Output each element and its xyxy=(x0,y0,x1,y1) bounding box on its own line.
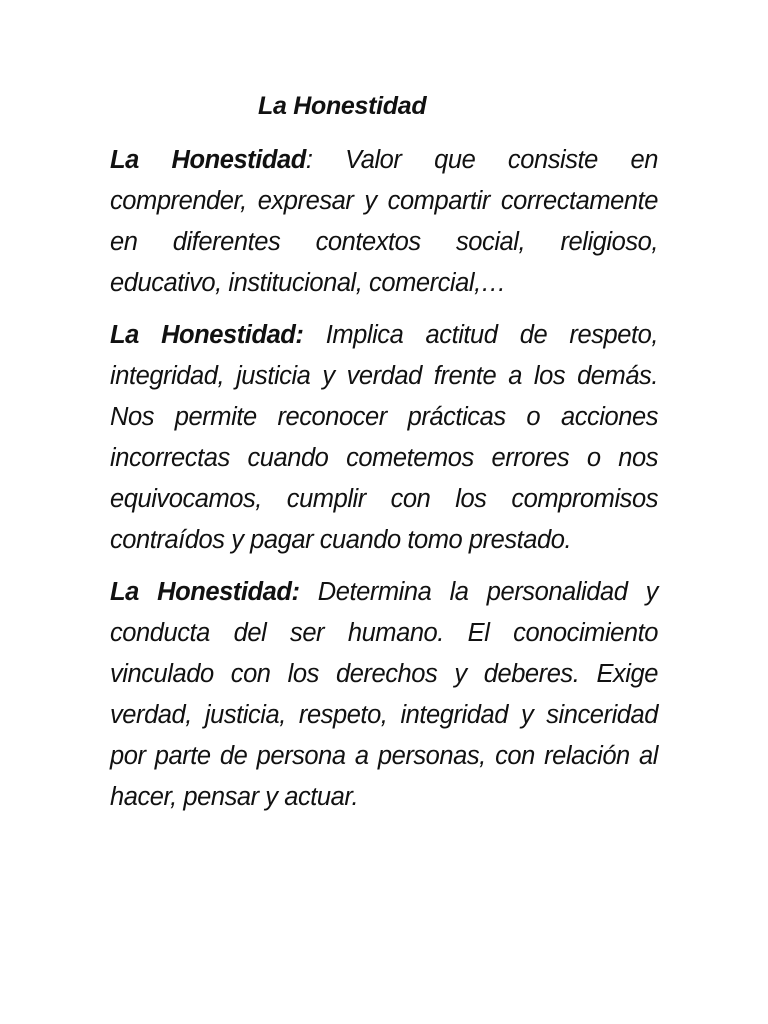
paragraph-text: Determina la personalidad y conducta del ser humano. El conocimiento vinculado con los derechos y deberes. Exige verdad, justicia, respeto, integridad y sinceridad por parte de persona a personas, con relación al hacer, pensar y actuar. xyxy=(110,578,658,811)
document-body xyxy=(110,140,658,829)
paragraph-implication xyxy=(110,315,658,561)
paragraph-term-colon: : xyxy=(305,146,313,174)
paragraph-term: La Honestidad: xyxy=(110,578,300,606)
paragraph-term: La Honestidad xyxy=(110,146,306,174)
paragraph-text: Implica actitud de respeto, integridad, justicia y verdad frente a los demás. Nos permite reconocer prácticas o acciones incorrectas cuando cometemos errores o nos equivocamos, cumplir con los compromisos contraídos y pagar cuando tomo prestado. xyxy=(110,321,658,554)
document-title: La Honestidad xyxy=(258,92,427,120)
paragraph-definition xyxy=(110,140,658,304)
paragraph-text: Valor que consiste en comprender, expresar y compartir correctamente en diferentes contextos social, religioso, educativo, institucional, comercial,… xyxy=(110,146,658,297)
paragraph-determination xyxy=(110,572,658,818)
paragraph-term: La Honestidad: xyxy=(110,321,304,349)
